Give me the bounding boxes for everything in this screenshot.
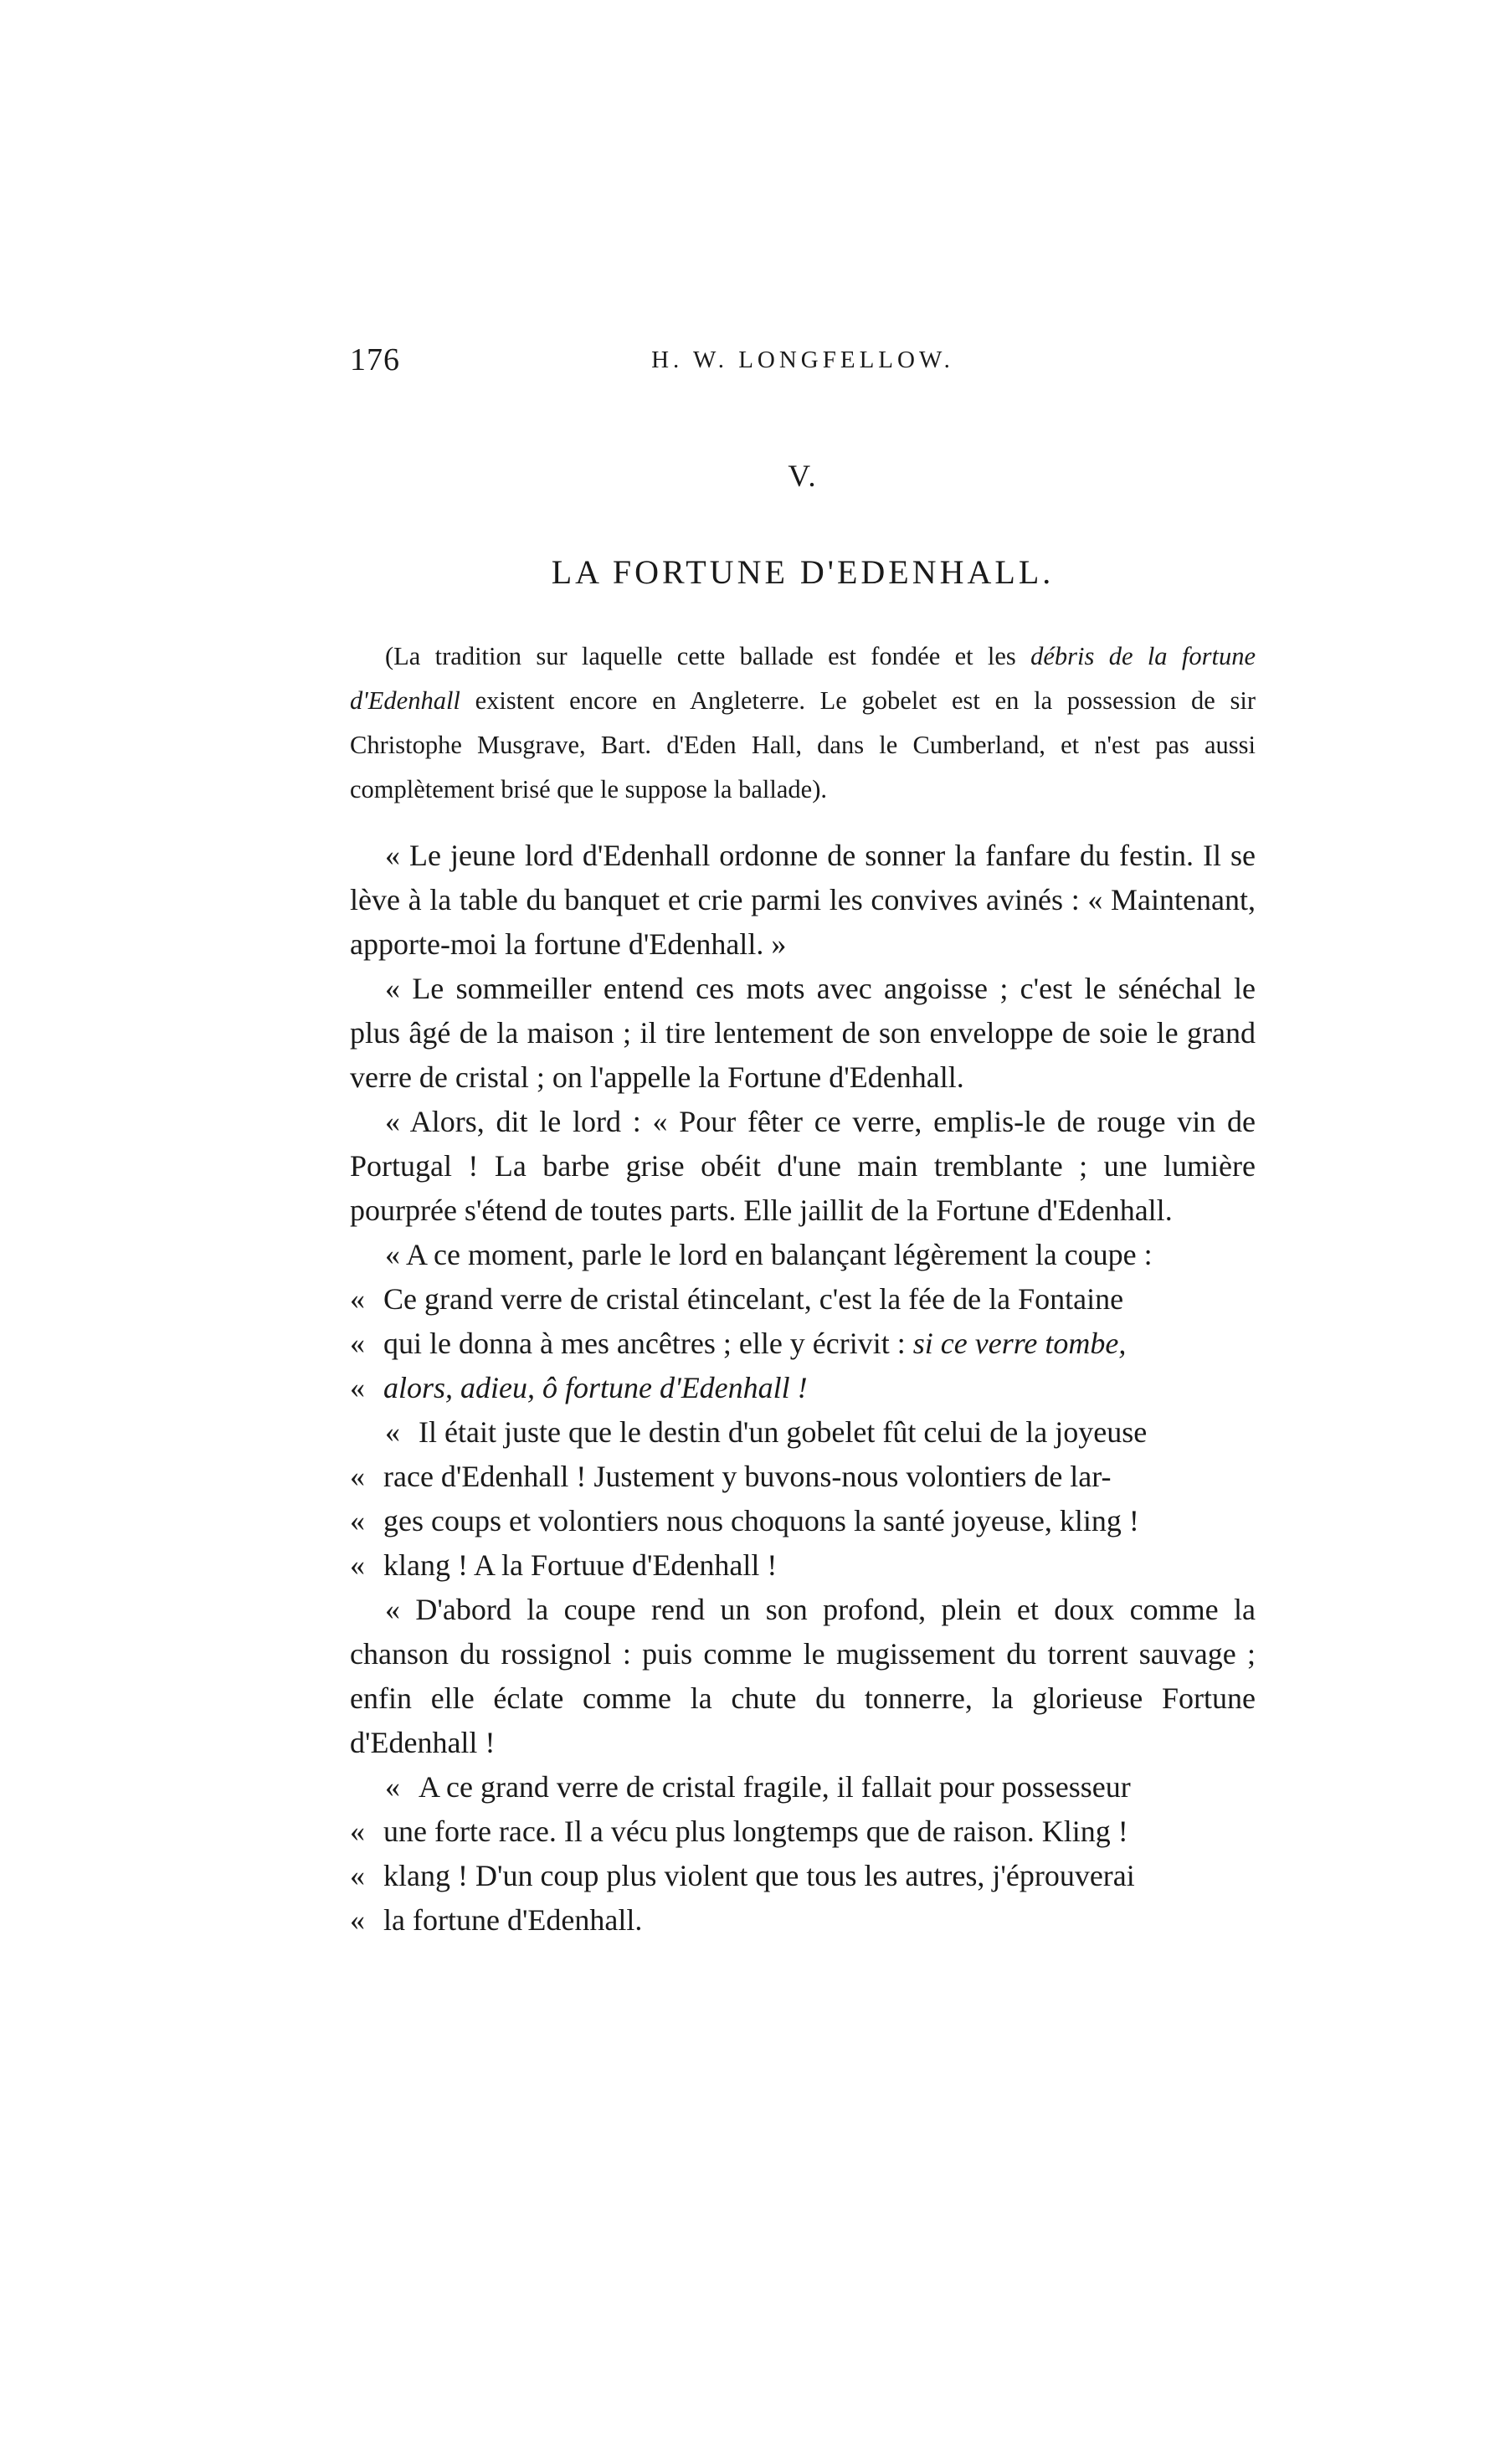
- section-number: V.: [788, 459, 818, 494]
- quote-mark: «: [350, 1371, 365, 1404]
- note-text-end: existent encore en Angleterre. Le gobelet est en la possession de sir Christophe Musgrave, Bart. d'Eden Hall, dans le Cumberland, et n'est pas aussi complètement brisé que le suppose la ballade).: [350, 686, 1256, 803]
- paragraph-4: « A ce moment, parle le lord en balançant légèrement la coupe :: [385, 1238, 1153, 1271]
- paragraph-1: « Le jeune lord d'Edenhall ordonne de sonner la fanfare du festin. Il se lève à la table du banquet et crie parmi les convives avinés : « Maintenant, apporte-moi la fortune d'Edenhall. »: [350, 839, 1256, 961]
- verse-text: race d'Edenhall ! Justement y buvons-nous volontiers de lar-: [383, 1460, 1112, 1493]
- verse-line: [350, 1499, 1256, 1543]
- verse-line: [350, 1455, 1256, 1499]
- verse-line: [350, 1543, 1256, 1588]
- verse-line: [350, 1366, 1256, 1410]
- note-text-start: (La tradition sur laquelle cette ballade est fondée et les: [385, 642, 1031, 670]
- note-italic-text: débris de la fortune d'Edenhall: [350, 642, 1256, 715]
- verse-line: [350, 1765, 1256, 1810]
- quote-mark: «: [385, 1770, 400, 1804]
- quote-mark: «: [385, 1415, 400, 1449]
- running-title: H. W. LONGFELLOW.: [651, 346, 954, 373]
- verse-line: [350, 1410, 1256, 1455]
- verse-text: la fortune d'Edenhall.: [383, 1903, 643, 1937]
- verse-line: [350, 1810, 1256, 1854]
- body-text: [350, 834, 1256, 1943]
- verse-text: klang ! D'un coup plus violent que tous les autres, j'éprouverai: [383, 1859, 1135, 1892]
- quote-mark: «: [350, 1282, 365, 1316]
- verse-line: [350, 1322, 1256, 1366]
- verse-line: [350, 1277, 1256, 1322]
- verse-italic-text: alors, adieu, ô fortune d'Edenhall !: [383, 1371, 808, 1404]
- verse-text: A ce grand verre de cristal fragile, il fallait pour possesseur: [419, 1770, 1131, 1804]
- paragraph-3: « Alors, dit le lord : « Pour fêter ce verre, emplis-le de rouge vin de Portugal ! La barbe grise obéit d'une main tremblante ; une lumière pourprée s'étend de toutes parts. Elle jaillit de la Fortune d'Edenhall.: [350, 1105, 1256, 1227]
- quote-mark: «: [350, 1504, 365, 1537]
- quote-mark: «: [350, 1815, 365, 1848]
- paragraph-2: « Le sommeiller entend ces mots avec angoisse ; c'est le sénéchal le plus âgé de la maison ; il tire lentement de son enveloppe de soie le grand verre de cristal ; on l'appelle la Fortune d'Edenhall.: [350, 972, 1256, 1094]
- verse-text: Ce grand verre de cristal étincelant, c'est la fée de la Fontaine: [383, 1282, 1124, 1316]
- verse-text: Il était juste que le destin d'un gobelet fût celui de la joyeuse: [419, 1415, 1148, 1449]
- introductory-note: [350, 634, 1256, 812]
- page-header: [350, 341, 1256, 392]
- page-number: 176: [350, 342, 400, 377]
- quote-mark: «: [350, 1859, 365, 1892]
- verse-line: [350, 1898, 1256, 1943]
- quote-mark: «: [350, 1327, 365, 1360]
- chapter-title: LA FORTUNE D'EDENHALL.: [551, 553, 1055, 591]
- verse-text: une forte race. Il a vécu plus longtemps que de raison. Kling !: [383, 1815, 1128, 1848]
- verse-italic-text: si ce verre tombe,: [912, 1327, 1127, 1360]
- quote-mark: «: [350, 1903, 365, 1937]
- quote-mark: «: [350, 1548, 365, 1582]
- verse-text: ges coups et volontiers nous choquons la santé joyeuse, kling !: [383, 1504, 1139, 1537]
- quote-mark: «: [350, 1460, 365, 1493]
- verse-text: qui le donna à mes ancêtres ; elle y écrivit :: [383, 1327, 913, 1360]
- verse-line: [350, 1854, 1256, 1898]
- verse-text: klang ! A la Fortuue d'Edenhall !: [383, 1548, 778, 1582]
- paragraph-6: « D'abord la coupe rend un son profond, plein et doux comme la chanson du rossignol : puis comme le mugissement du torrent sauvage ; enfin elle éclate comme la chute du tonnerre, la glorieuse Fortune d'Edenhall !: [350, 1593, 1256, 1759]
